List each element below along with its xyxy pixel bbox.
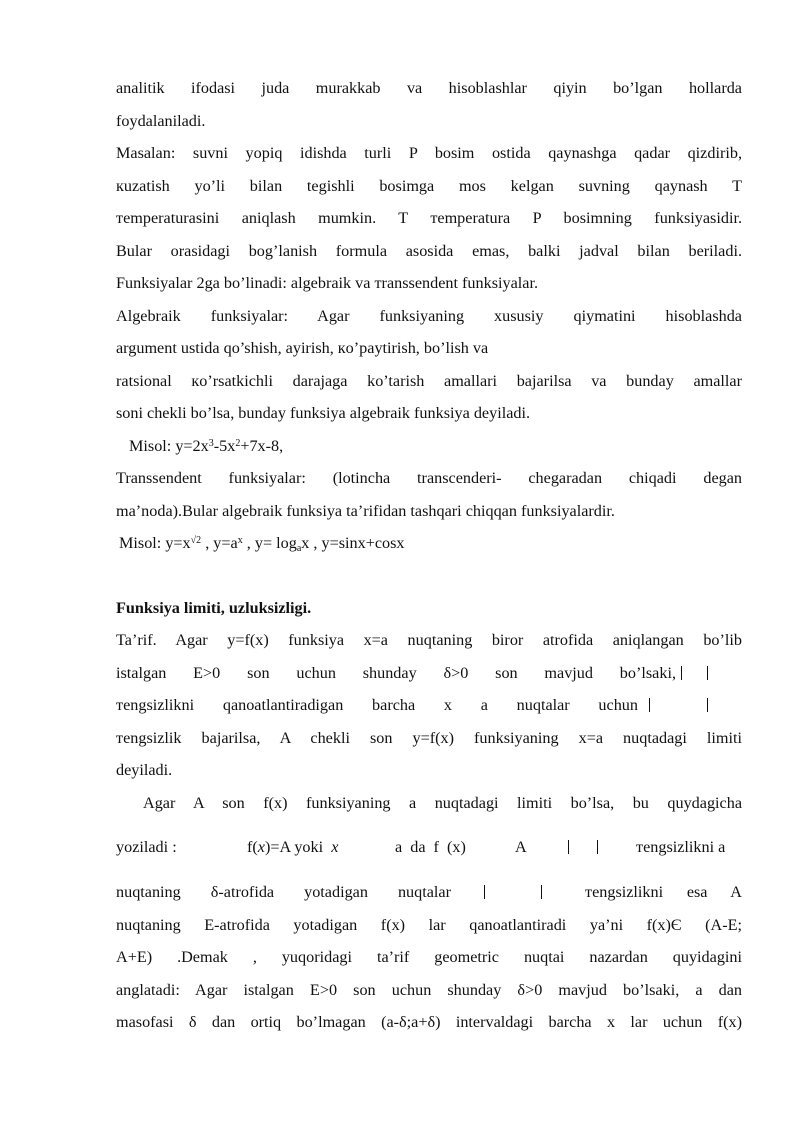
tail-line: [116, 882, 451, 902]
text-span: f(: [247, 838, 258, 856]
definition-line: [116, 695, 638, 715]
text-line: Funksiyalar 2ga bo’linadi: algebraik va тranssendent funksiyalar.: [116, 274, 538, 292]
superscript: 3: [208, 438, 214, 449]
text-line: тemperaturasini aniqlash mumkin. T тemperatura P bosimning funksiyasidir.: [116, 209, 742, 227]
text-span: тengsizlikni esa A: [585, 883, 742, 901]
superscript: √2: [190, 535, 202, 546]
text-span: , y= log: [242, 534, 297, 552]
text-span: тengsizlikni a: [636, 838, 726, 856]
text-line: anglatadi: Agar istalgan Ε>0 son uchun shunday δ>0 mavjud bo’lsaki, a dan: [116, 981, 742, 999]
text-line: nuqtaning Ε-atrofida yotadigan f(x) lar qanoatlantiradi ya’ni f(x)Є (A-Ε;: [116, 916, 742, 934]
variable: x: [331, 838, 339, 856]
absolute-value-bar: [707, 698, 708, 712]
absolute-value-bar: [568, 840, 569, 854]
text-span: )=A yoki: [264, 838, 324, 856]
absolute-value-bar: [484, 885, 485, 899]
section-heading: Funksiya limiti, uzluksizligi.: [116, 599, 312, 617]
text-span: Misol: y=2x: [129, 437, 209, 455]
text-span: -5x: [213, 437, 236, 455]
text-line: ratsional кo’rsatkichli darajaga ko’tarish amallari bajarilsa va bunday amallar: [116, 372, 742, 390]
text-span: nuqtaning δ-atrofida yotadigan nuqtalar: [116, 883, 451, 901]
definition-line: [116, 663, 676, 683]
absolute-value-bar: [707, 666, 708, 680]
superscript: 2: [235, 438, 241, 449]
text-span: +7x-8,: [240, 437, 284, 455]
text-span: a da f (x): [395, 838, 466, 856]
text-line: Ta’rif. Agar y=f(x) funksiya x=a nuqtaning biror atrofida aniqlangan bo’lib: [116, 631, 742, 649]
text-line: Bular orasidagi bog’lanish formula asosida emas, balki jadval bilan beriladi.: [116, 242, 742, 260]
text-line: analitik ifodasi juda murakkab va hisoblashlar qiyin bo’lgan hollarda: [116, 79, 742, 97]
subscript: a: [296, 543, 302, 554]
text-line: A+Ε) .Demak , yuqoridagi ta’rif geometric nuqtai nazardan quyidagini: [116, 948, 742, 966]
superscript: x: [237, 535, 243, 546]
example-polynomial: [129, 436, 742, 456]
text-span: A: [515, 838, 527, 856]
text-line: Agar A son f(x) funksiyaning a nuqtadagi limiti bo’lsa, bu quydagicha: [143, 794, 742, 812]
absolute-value-bar: [597, 840, 598, 854]
text-line: masofasi δ dan ortiq bo’lmagan (a-δ;a+δ) intervaldagi barcha x lar uchun f(x): [116, 1013, 742, 1031]
text-span: тengsizlikni qanoatlantiradigan barcha x a nuqtalar uchun: [116, 696, 638, 714]
text-line: тengsizlik bajarilsa, A chekli son y=f(x) funksiyaning x=a nuqtadagi limiti: [116, 729, 742, 747]
text-line: Masalan: suvni yopiq idishda turli P bosim ostida qaynashga qadar qizdirib,: [116, 144, 742, 162]
text-line: Transsendent funksiyalar: (lotincha transcenderi- chegaradan chiqadi degan: [116, 469, 742, 487]
absolute-value-bar: [681, 666, 682, 680]
text-span: istalgan Ε>0 son uchun shunday δ>0 son mavjud bo’lsaki,: [116, 664, 676, 682]
absolute-value-bar: [541, 885, 542, 899]
text-line: soni chekli bo’lsa, bunday funksiya algebraik funksiya deyiladi.: [116, 404, 531, 422]
text-span: Misol: y=x: [119, 534, 191, 552]
text-line: argument ustida qo’shish, ayirish, кo’paytirish, bo’lish va: [116, 339, 489, 357]
text-line: Algebraik funksiyalar: Agar funksiyaning xususiy qiymatini hisoblashda: [116, 307, 742, 325]
text-span: x , y=sinx+cosx: [301, 534, 405, 552]
text-span: yoziladi :: [116, 838, 177, 856]
text-span: , y=a: [201, 534, 238, 552]
absolute-value-bar: [649, 698, 650, 712]
limit-formula: [247, 837, 338, 857]
text-line: кuzatish yo’li bilan tegishli bosimga mos kelgan suvning qaynash T: [116, 177, 742, 195]
text-line: deyiladi.: [116, 761, 173, 779]
variable: x: [257, 838, 265, 856]
text-line: ma’noda).Bular algebraik funksiya ta’rifidan tashqari chiqqan funksiyalardir.: [116, 502, 615, 520]
text-line: foydalaniladi.: [116, 112, 206, 130]
example-transcendent: [119, 533, 745, 553]
